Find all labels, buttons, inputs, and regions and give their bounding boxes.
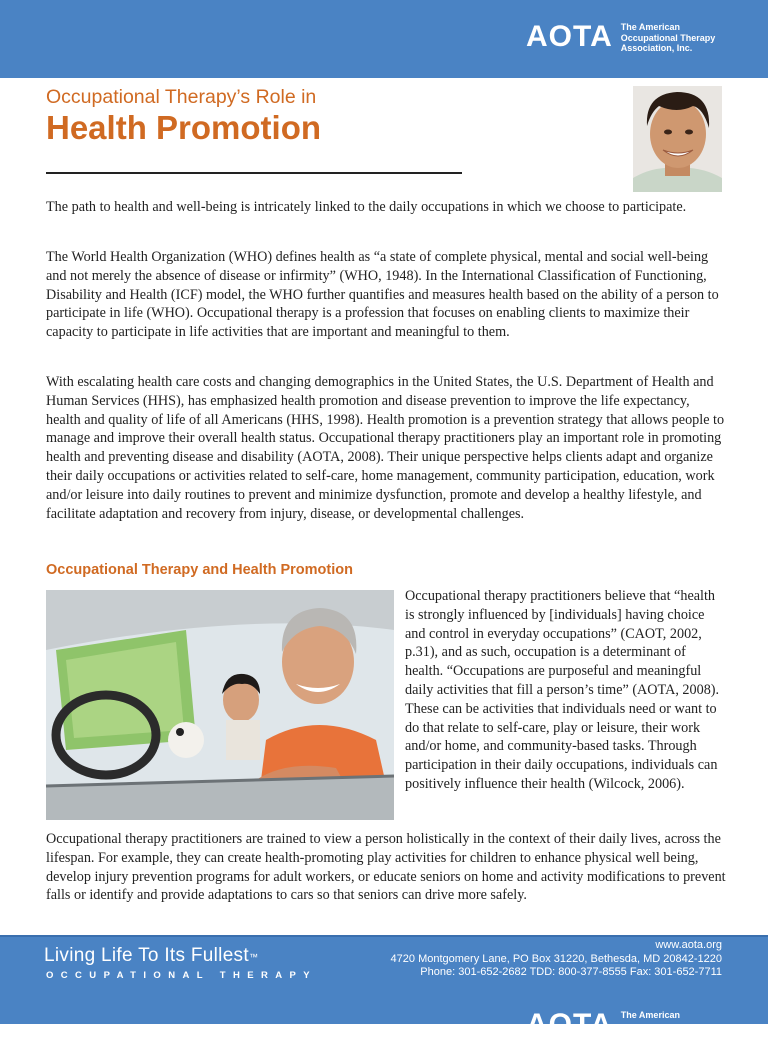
footer-org-name: The American [620, 1010, 680, 1020]
trademark-mark: ™ [248, 952, 259, 962]
title-divider [46, 172, 462, 174]
footer-contact [322, 939, 722, 980]
aota-logo-word: AOTA [526, 20, 613, 53]
org-line-3: Association, Inc. [620, 43, 693, 53]
car-illustration [46, 590, 394, 820]
slogan-text: Living Life To Its Fullest [44, 945, 249, 966]
intro-paragraph: The path to health and well-being is intricately linked to the daily occupations in which we choose to participate. [46, 199, 687, 215]
section-bottom-text: Occupational therapy practitioners are trained to view a person holistically in the context of their daily lives, across the lifespan. For example, they can create health-promoting play activities for children to enhance physical well being, develop injury prevention programs for adult workers, or educate seniors on home and activity modifications to prevent falls or identify and provide adaptations to cars so that seniors can drive more safely. [46, 831, 726, 904]
footer-slogan-sub: OCCUPATIONAL THERAPY [46, 970, 317, 981]
portrait-illustration [633, 86, 722, 192]
section-heading: Occupational Therapy and Health Promotion [46, 562, 353, 578]
title-kicker: Occupational Therapy’s Role in [46, 86, 317, 108]
footer-aota-logo [526, 1010, 736, 1040]
footer-logo-word: AOTA [526, 1008, 613, 1041]
page-title: Health Promotion [46, 109, 322, 146]
footer-address: 4720 Montgomery Lane, PO Box 31220, Bethesda, MD 20842-1220 [390, 952, 722, 965]
org-line-2: Occupational Therapy [620, 32, 716, 43]
footer-divider [0, 935, 768, 937]
footer-website-link[interactable]: www.aota.org [655, 939, 722, 951]
section-side-text: Occupational therapy practitioners believe that “health is strongly influenced by [individuals] having choice and control in everyday occupations” (CAOT, 2002, p.31), and as such, occupation is a determinant of health. “Occupations are purposeful and meaningful daily activities that fill a person’s time” (AOTA, 2008). These can be activities that individuals need or want to do that relate to self-care, play or leisure, their work and/or home, and community-based tasks. Through participation in their daily occupations, individuals can positively influence their health (Wilcock, 2006). [405, 588, 720, 792]
aota-logo [526, 22, 736, 54]
car-photo [46, 590, 394, 820]
footer-phones: Phone: 301-652-2682 TDD: 800-377-8555 Fax: 301-652-7711 [420, 966, 722, 979]
portrait-photo [633, 86, 722, 192]
footer-slogan [44, 944, 258, 968]
aota-org-name [621, 22, 736, 54]
org-line-1: The American [620, 22, 680, 32]
who-paragraph: The World Health Organization (WHO) defines health as “a state of complete physical, mental and social well-being and not merely the absence of disease or infirmity” (WHO, 1948). In the International Classification of Functioning, Disability and Health (ICF) model, the WHO further quantifies and measures health based on the ability of a person to participate in life (WHO). Occupational therapy is a profession that focuses on enabling clients to maximize their capacity to participate in life activities that are important and meaningful to them. [46, 249, 719, 341]
hhs-paragraph: With escalating health care costs and changing demographics in the United States, the U.S. Department of Health and Human Services (HHS), has emphasized health promotion and disease prevention to improve the life expectancy, health and quality of life of all Americans (HHS, 1998). Health promotion is a prevention strategy that allows people to manage and improve their overall health status. Occupational therapy practitioners play an important role in promoting health and preventing disease and disability (AOTA, 2008). Their unique perspective helps clients adapt and organize their daily occupations or activities related to self-care, home management, community participation, education, work and/or leisure into daily routines to prevent and minimize dysfunction, promote and develop a healthy lifestyle, and facilitate adaptation and recovery from injury, disease, or developmental challenges. [46, 374, 725, 522]
